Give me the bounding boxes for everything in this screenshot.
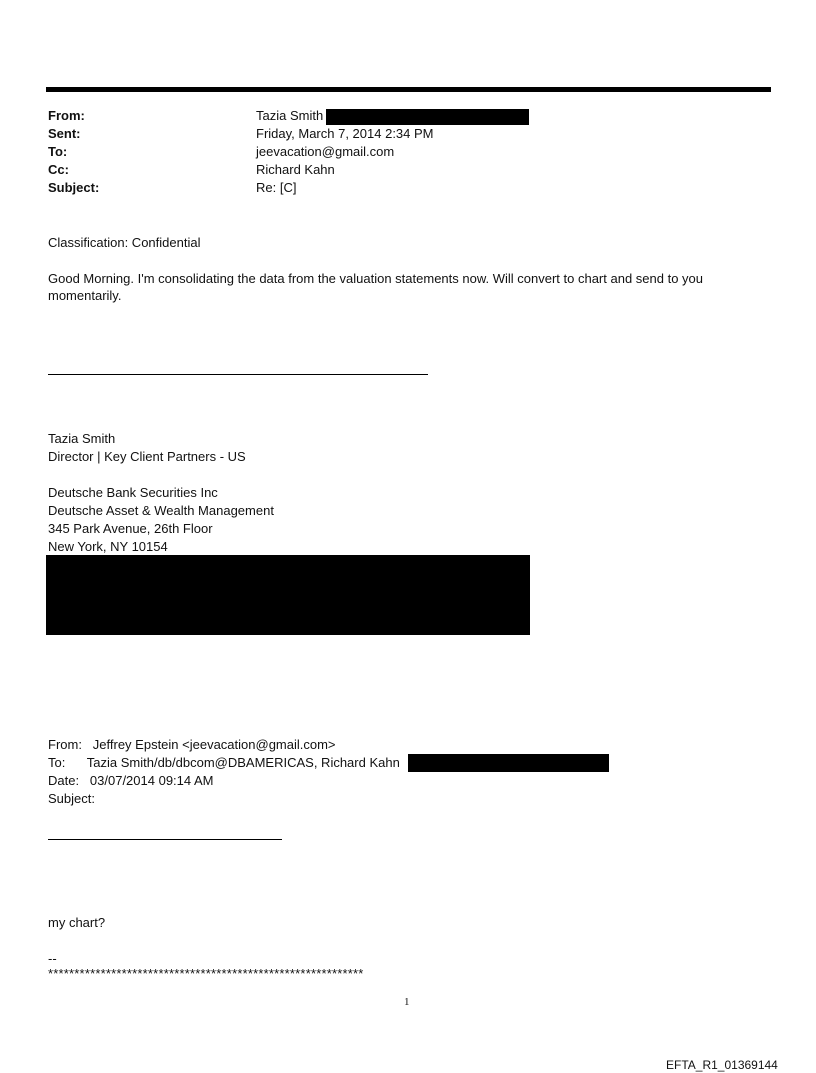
- quoted-message: my chart?: [48, 915, 106, 930]
- signature-dashes: --: [48, 951, 57, 966]
- redaction-block: [46, 555, 530, 635]
- signature-title: Director | Key Client Partners - US: [48, 449, 246, 464]
- message-line-2: momentarily.: [48, 288, 122, 303]
- sent-label: Sent:: [48, 126, 81, 141]
- signature-address-1: 345 Park Avenue, 26th Floor: [48, 521, 213, 536]
- separator-line: [48, 839, 282, 840]
- quoted-subject-line: Subject:: [48, 791, 95, 806]
- to-label: To:: [48, 144, 68, 159]
- quoted-from-line: From: Jeffrey Epstein <jeevacation@gmail.com>: [48, 737, 336, 752]
- classification-text: Classification: Confidential: [48, 235, 201, 250]
- header-top-rule: [46, 87, 771, 92]
- page-number: 1: [404, 996, 410, 1008]
- separator-line: [48, 374, 428, 375]
- quoted-to-line: To: Tazia Smith/db/dbcom@DBAMERICAS, Richard Kahn: [48, 755, 400, 770]
- subject-label: Subject:: [48, 180, 100, 195]
- sent-value: Friday, March 7, 2014 2:34 PM: [256, 126, 434, 141]
- signature-company-1: Deutsche Bank Securities Inc: [48, 485, 218, 500]
- redaction-bar: [408, 754, 609, 772]
- signature-company-2: Deutsche Asset & Wealth Management: [48, 503, 274, 518]
- document-id: EFTA_R1_01369144: [666, 1058, 778, 1072]
- signature-name: Tazia Smith: [48, 431, 116, 446]
- subject-value: Re: [C]: [256, 180, 297, 195]
- from-label: From:: [48, 108, 85, 123]
- stars-divider: ************************************************************: [48, 966, 364, 981]
- cc-value: Richard Kahn: [256, 162, 335, 177]
- to-value: jeevacation@gmail.com: [256, 144, 395, 159]
- cc-label: Cc:: [48, 162, 69, 177]
- redaction-bar: [326, 109, 529, 125]
- message-line-1: Good Morning. I'm consolidating the data from the valuation statements now. Will convert to chart and send to you: [48, 271, 704, 286]
- from-value: Tazia Smith: [256, 108, 324, 123]
- signature-address-2: New York, NY 10154: [48, 539, 168, 554]
- quoted-date-line: Date: 03/07/2014 09:14 AM: [48, 773, 214, 788]
